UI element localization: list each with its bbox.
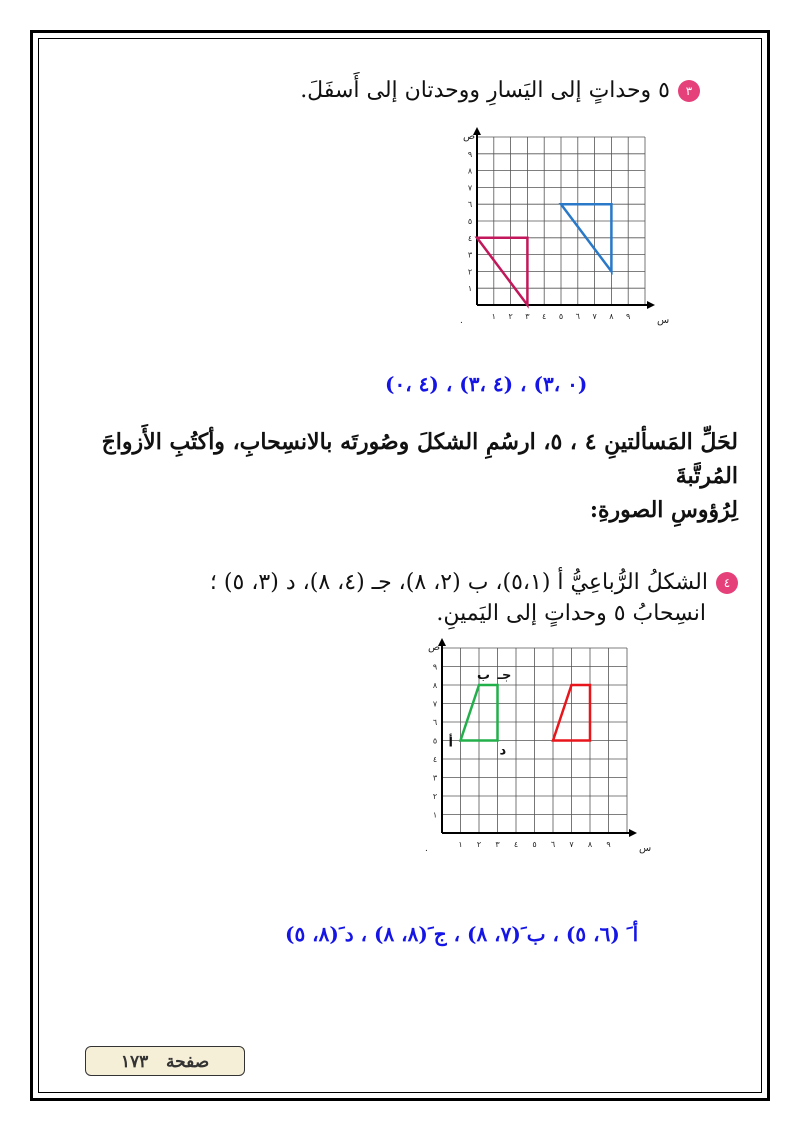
y-tick-label: ٦ bbox=[432, 718, 438, 727]
y-tick-label: ٥ bbox=[432, 736, 438, 746]
instructions-line-2: لِرُؤوسِ الصورةِ: bbox=[589, 497, 738, 524]
y-tick-label: ٣ bbox=[432, 773, 438, 783]
x-tick-label: ٨ bbox=[587, 840, 593, 849]
answer-4: أ َ (٦، ٥) ، ب َ(٧، ٨) ، ج َ(٨، ٨) ، د َ(٨، ٥) bbox=[285, 922, 639, 946]
x-tick-label: ٦ bbox=[550, 840, 556, 849]
x-axis-arrow bbox=[629, 829, 637, 837]
x-tick-label: ٧ bbox=[592, 312, 597, 321]
x-axis-arrow bbox=[647, 301, 655, 309]
x-axis-label: س bbox=[639, 843, 652, 854]
x-tick-label: ٨ bbox=[609, 312, 614, 321]
problem-3 bbox=[300, 78, 700, 103]
y-tick-label: ١ bbox=[467, 284, 473, 294]
vertex-label: أ bbox=[448, 735, 453, 751]
y-tick-label: ٧ bbox=[432, 699, 438, 709]
y-tick-label: ٣ bbox=[467, 250, 473, 260]
answer-3: (٠ ،٣) ، (٤ ،٣) ، (٤ ،٠) bbox=[385, 372, 588, 396]
y-tick-label: ٩ bbox=[467, 149, 473, 159]
x-tick-label: ١ bbox=[491, 312, 496, 321]
x-tick-label: ٣ bbox=[525, 312, 530, 321]
y-tick-label: ١ bbox=[432, 810, 438, 820]
origin-label: ٠ bbox=[459, 318, 464, 328]
vertex-label: ب bbox=[477, 668, 491, 683]
y-tick-label: ٩ bbox=[432, 662, 438, 672]
page-number-box bbox=[85, 1046, 245, 1076]
y-tick-label: ٢ bbox=[467, 267, 473, 277]
problem-4-line-1: الشكلُ الرُّباعِيُّ أ (٥،١)، ب (٢، ٨)، جـ (٤، ٨)، د (٣، ٥) ؛ bbox=[209, 570, 708, 595]
y-tick-label: ٧ bbox=[467, 183, 473, 193]
instructions bbox=[48, 425, 738, 527]
x-tick-label: ٩ bbox=[626, 312, 631, 321]
vertex-label: جـ bbox=[497, 668, 512, 683]
x-tick-label: ٢ bbox=[508, 312, 513, 321]
graph-2 bbox=[407, 642, 662, 868]
problem-3-number: ٣ bbox=[678, 80, 700, 102]
y-axis-label: ص bbox=[428, 642, 441, 653]
y-axis-label: ص bbox=[463, 131, 476, 142]
x-tick-label: ٥ bbox=[558, 312, 564, 321]
x-tick-label: ٣ bbox=[495, 840, 500, 849]
problem-4 bbox=[48, 570, 738, 626]
y-tick-label: ٦ bbox=[467, 200, 473, 210]
x-tick-label: ٦ bbox=[575, 312, 580, 321]
y-tick-label: ٢ bbox=[432, 792, 438, 801]
y-tick-label: ٥ bbox=[467, 217, 473, 226]
y-tick-label: ٤ bbox=[432, 755, 438, 764]
y-tick-label: ٨ bbox=[432, 681, 438, 690]
x-tick-label: ٧ bbox=[569, 840, 574, 849]
problem-3-text: ٥ وحداتٍ إلى اليَسارِ ووحدتان إلى أَسفَلَ. bbox=[300, 78, 670, 103]
x-axis-label: س bbox=[657, 315, 670, 326]
x-tick-label: ٤ bbox=[513, 840, 519, 849]
x-tick-label: ٢ bbox=[476, 840, 482, 849]
x-tick-label: ٤ bbox=[542, 312, 547, 321]
vertex-label: د bbox=[499, 743, 507, 759]
problem-4-number: ٤ bbox=[716, 572, 738, 594]
origin-label: ٠ bbox=[424, 846, 429, 856]
x-tick-label: ٩ bbox=[606, 840, 611, 849]
problem-4-line-2: انسِحابُ ٥ وحداتٍ إلى اليَمينِ. bbox=[436, 601, 706, 626]
graph-1 bbox=[440, 125, 670, 340]
x-tick-label: ١ bbox=[458, 840, 463, 849]
page-number: ١٧٣ bbox=[120, 1052, 149, 1072]
y-tick-label: ٤ bbox=[467, 233, 473, 243]
y-tick-label: ٨ bbox=[467, 166, 473, 176]
instructions-line-1: لحَلِّ المَسألتينِ ٤ ، ٥، ارسُمِ الشكلَ وصُورتَه بالانسِحابِ، وأكتُبِ الأَزواجَ المُرتَّبةَ bbox=[101, 429, 738, 490]
x-tick-label: ٥ bbox=[532, 840, 537, 849]
page-word: صفحة bbox=[166, 1052, 210, 1072]
